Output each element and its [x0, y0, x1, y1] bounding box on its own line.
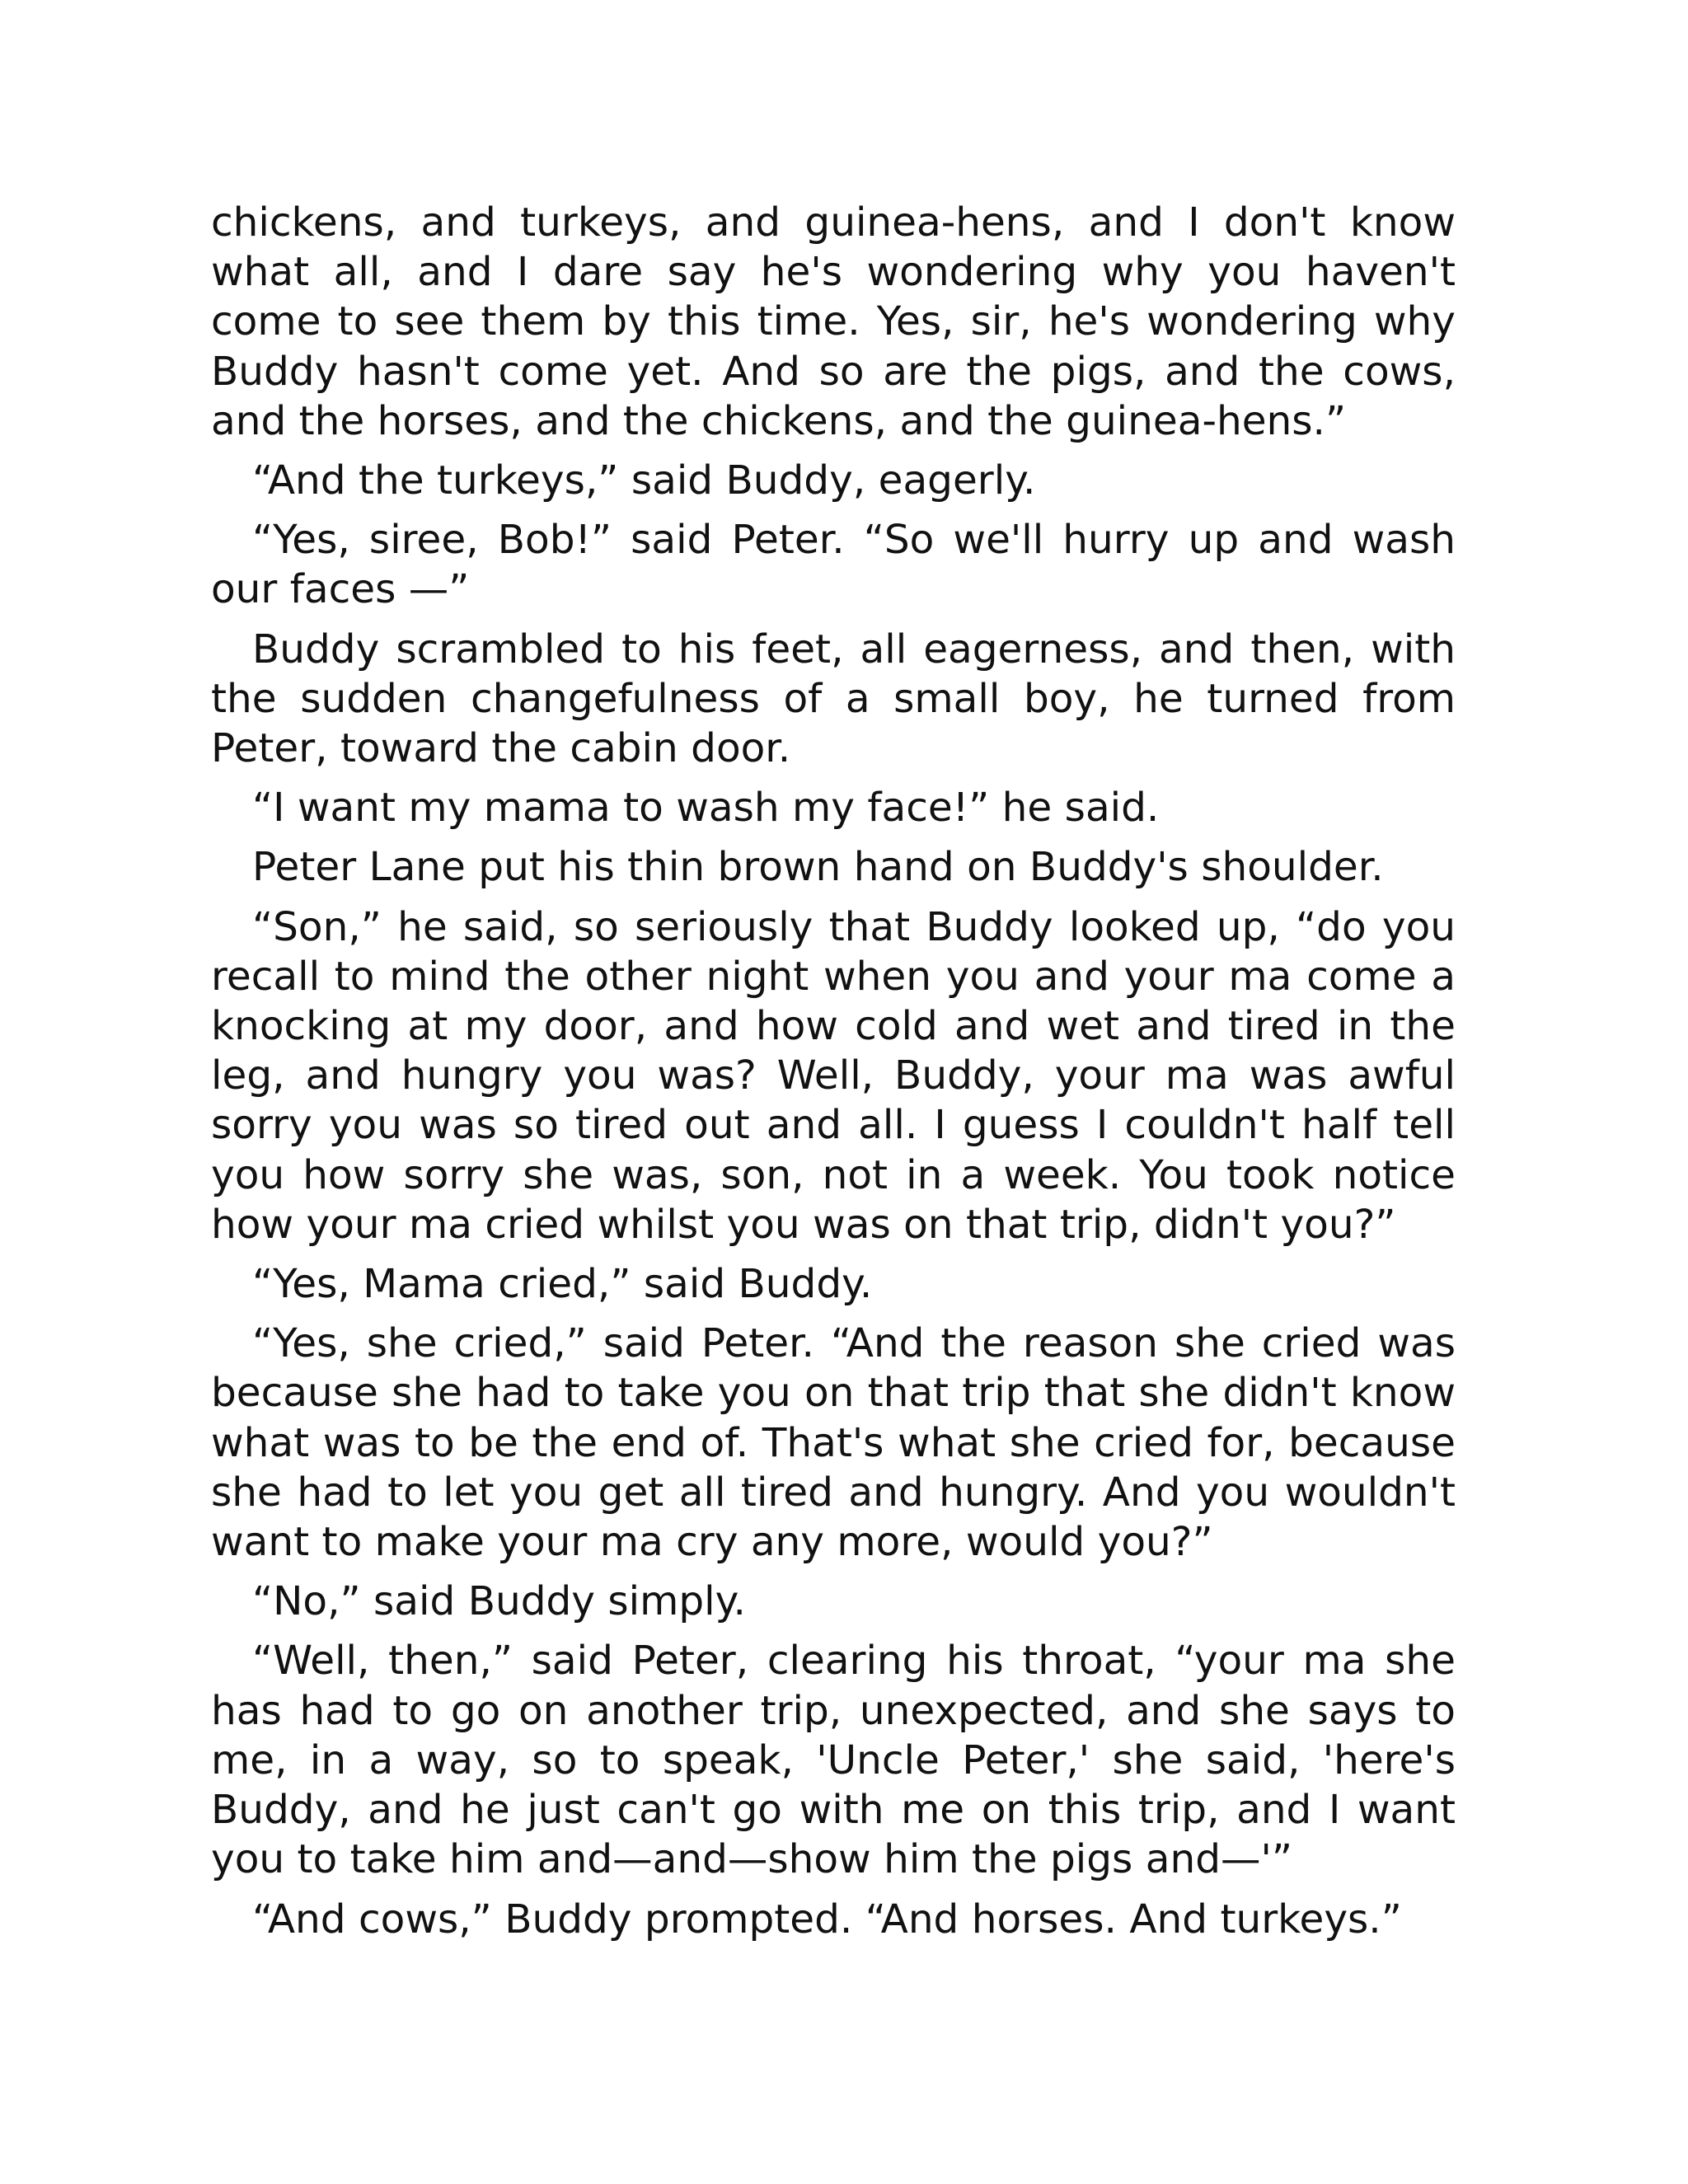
paragraph: “Son,” he said, so seriously that Buddy looked up, “do you recall to mind the other night when you and your ma come a knocking at my door, and how cold and wet and tired in the leg, and hungry you was? Well, Buddy, your ma was awful sorry you was so tired out and all. I guess I couldn't half tell you how sorry she was, son, not in a week. You took notice how your ma cried whilst you was on that trip, didn't you?”: [211, 903, 1456, 1248]
paragraph: “And the turkeys,” said Buddy, eagerly.: [252, 457, 1036, 504]
paragraph: “Well, then,” said Peter, clearing his throat, “your ma she has had to go on another trip, unexpected, and she says to me, in a way, so to speak, 'Uncle Peter,' she said, 'here's Buddy, and he just can't go with me on this trip, and I want you to take him and—and—show him the pigs and—'”: [211, 1638, 1456, 1883]
paragraph: Peter Lane put his thin brown hand on Buddy's shoulder.: [252, 844, 1384, 891]
paragraph: “And cows,” Buddy prompted. “And horses. And turkeys.”: [252, 1896, 1402, 1943]
paragraph: “Yes, she cried,” said Peter. “And the reason she cried was because she had to take you on that trip that she didn't know what was to be the end of. That's what she cried for, because she had to let you get all tired and hungry. And you wouldn't want to make your ma cry any more, would you?”: [211, 1320, 1456, 1566]
paragraph: Buddy scrambled to his feet, all eagerness, and then, with the sudden changefulness of a small boy, he turned from Peter, toward the cabin door.: [211, 626, 1456, 772]
paragraph: “Yes, Mama cried,” said Buddy.: [252, 1261, 873, 1308]
book-page-text: [211, 198, 1456, 1954]
paragraph: “No,” said Buddy simply.: [252, 1578, 746, 1625]
paragraph-continuation: chickens, and turkeys, and guinea-hens, and I don't know what all, and I dare say he's wondering why you haven't come to see them by this time. Yes, sir, he's wondering why Buddy hasn't come yet. And so are the pigs, and the cows, and the horses, and the chickens, and the guinea-hens.”: [211, 199, 1456, 444]
paragraph: “I want my mama to wash my face!” he said.: [252, 785, 1160, 832]
paragraph: “Yes, siree, Bob!” said Peter. “So we'll hurry up and wash our faces —”: [211, 517, 1456, 613]
